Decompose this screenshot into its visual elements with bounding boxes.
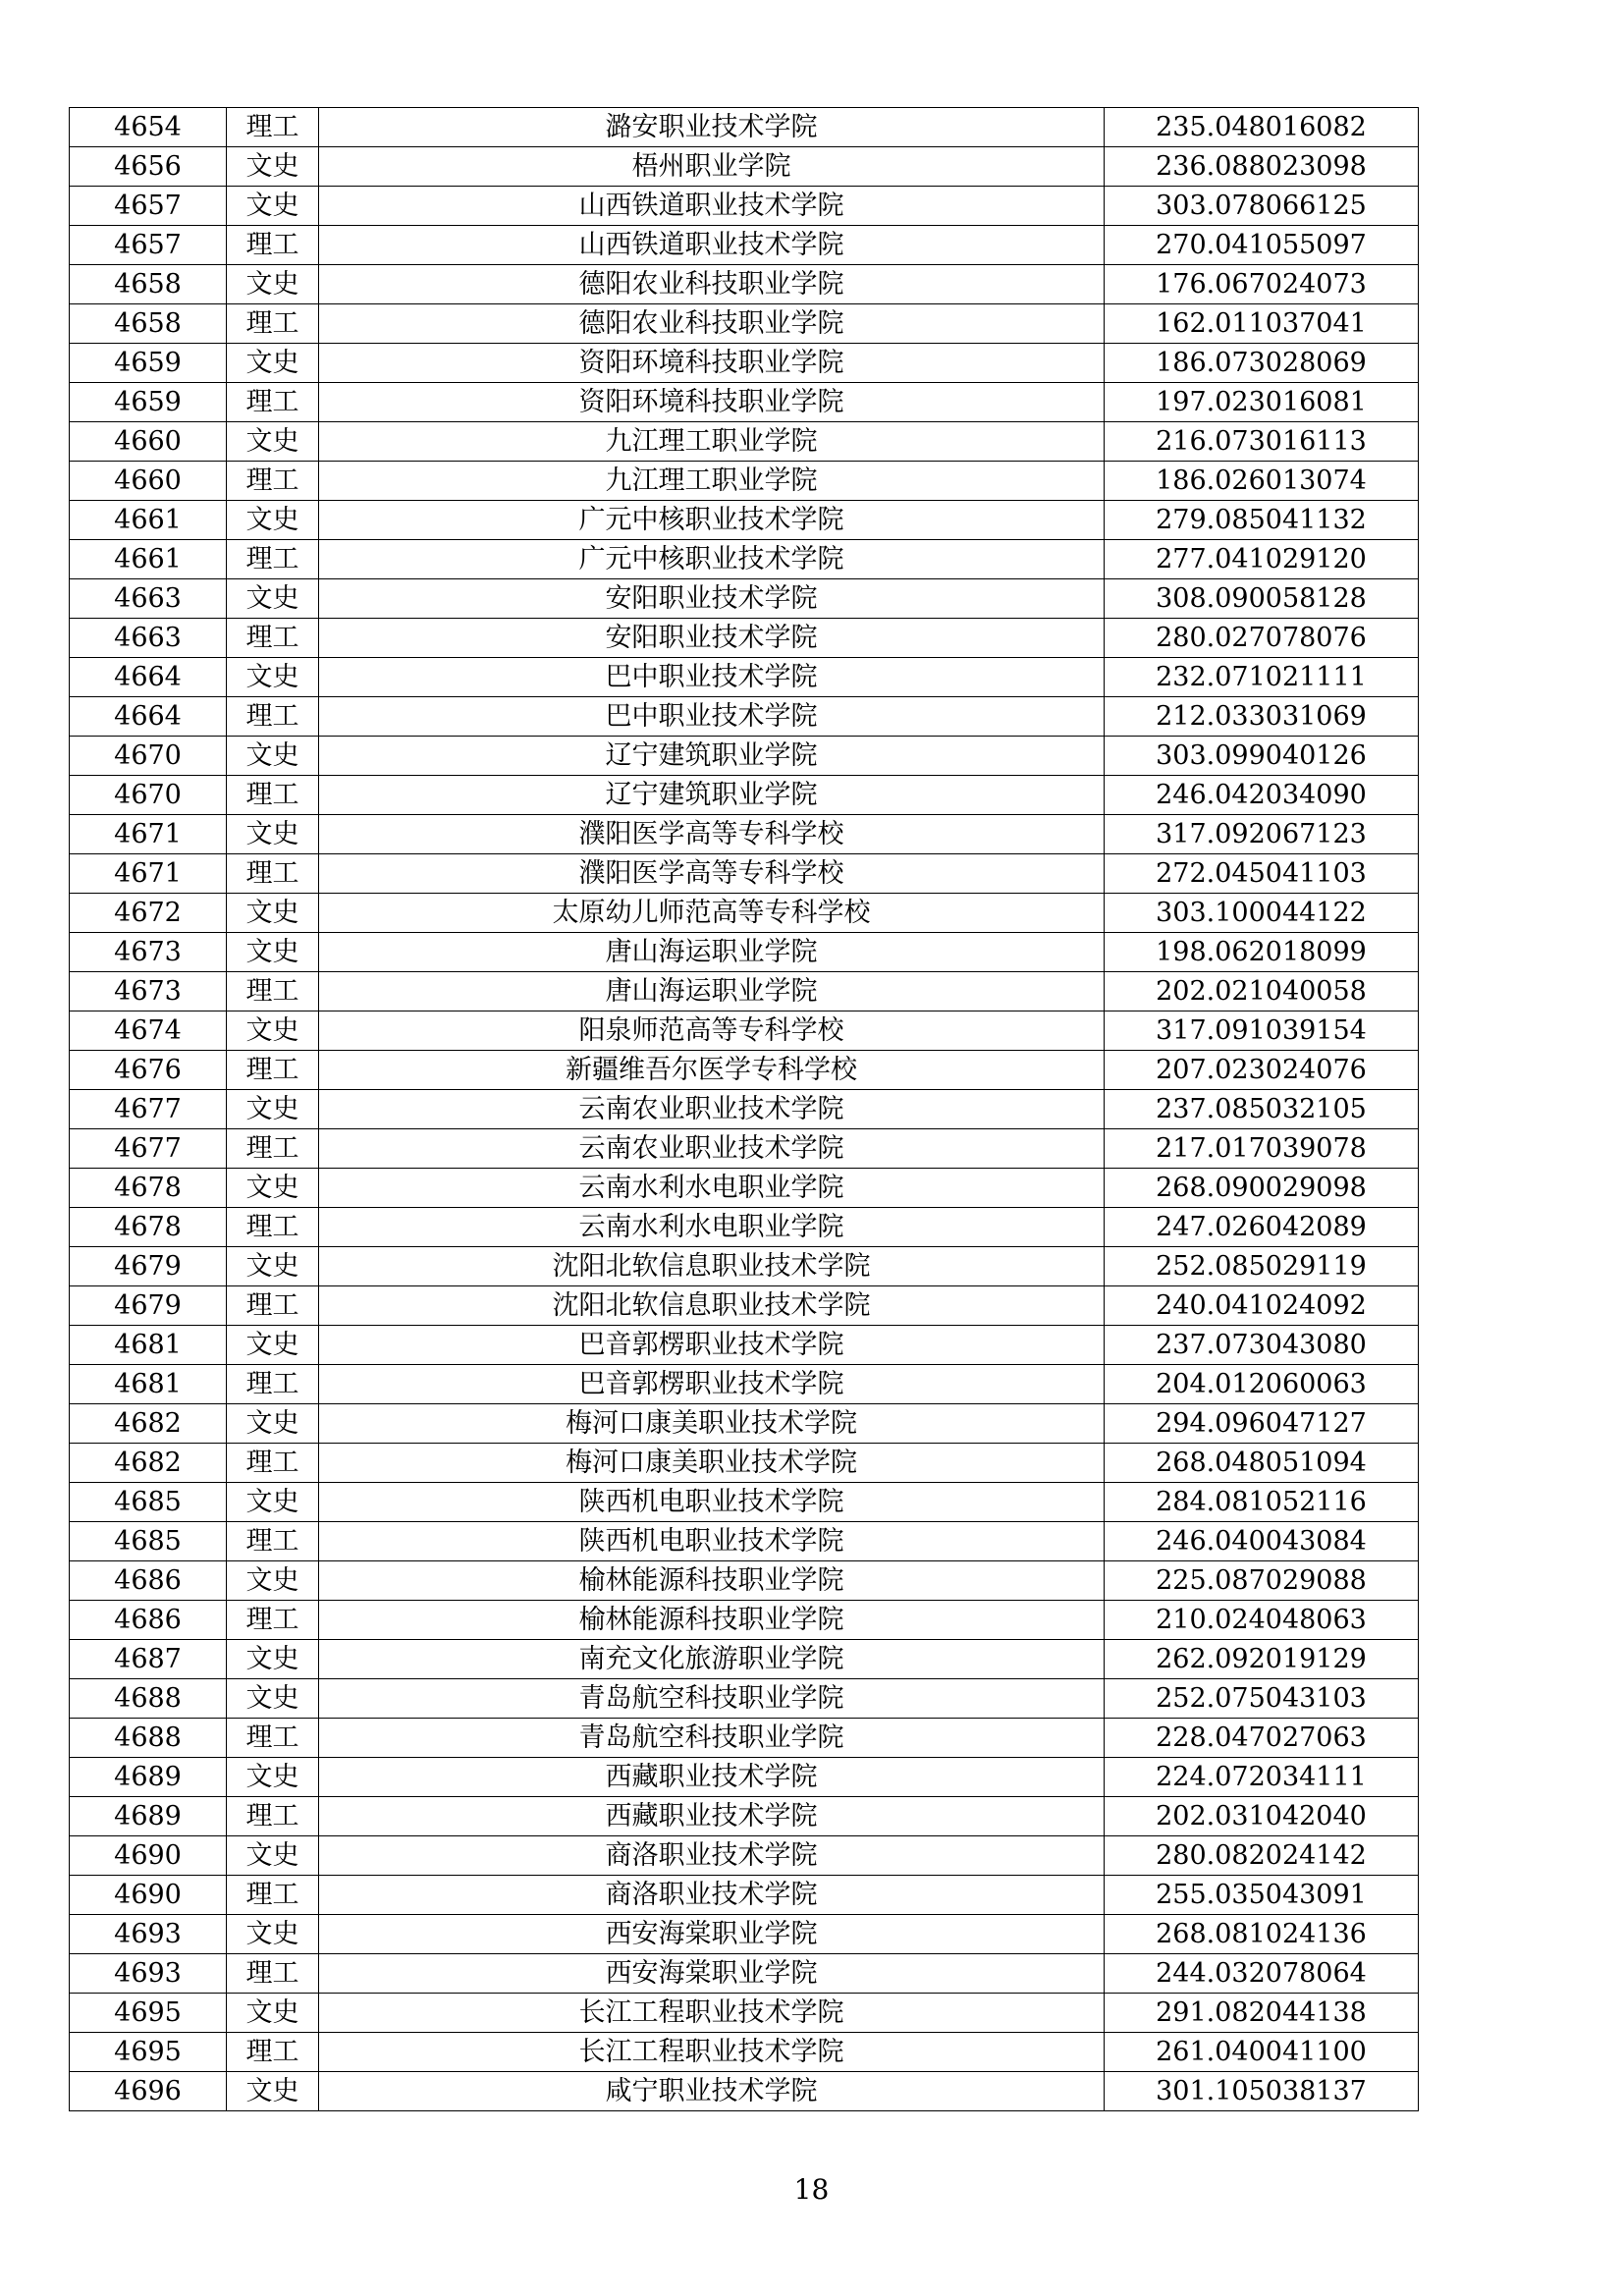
category-cell: 理工 [227, 383, 319, 422]
school-code-cell: 4690 [70, 1876, 227, 1915]
score-cell: 246.040043084 [1105, 1522, 1419, 1561]
score-cell: 186.073028069 [1105, 344, 1419, 383]
school-name-cell: 云南农业职业技术学院 [319, 1129, 1105, 1169]
school-name-cell: 九江理工职业学院 [319, 422, 1105, 462]
category-cell: 理工 [227, 972, 319, 1011]
table-row [70, 1011, 1419, 1051]
category-cell: 文史 [227, 1561, 319, 1601]
category-cell: 理工 [227, 1208, 319, 1247]
score-cell: 294.096047127 [1105, 1404, 1419, 1444]
score-cell: 237.085032105 [1105, 1090, 1419, 1129]
category-cell: 理工 [227, 540, 319, 579]
table-row [70, 1601, 1419, 1640]
category-cell: 理工 [227, 697, 319, 737]
category-cell: 文史 [227, 1758, 319, 1797]
category-cell: 理工 [227, 1876, 319, 1915]
table-row [70, 1129, 1419, 1169]
category-cell: 文史 [227, 1011, 319, 1051]
school-code-cell: 4661 [70, 501, 227, 540]
school-code-cell: 4677 [70, 1090, 227, 1129]
category-cell: 理工 [227, 108, 319, 147]
school-name-cell: 沈阳北软信息职业技术学院 [319, 1286, 1105, 1326]
table-row [70, 1365, 1419, 1404]
score-cell: 210.024048063 [1105, 1601, 1419, 1640]
school-name-cell: 榆林能源科技职业学院 [319, 1561, 1105, 1601]
school-code-cell: 4689 [70, 1797, 227, 1836]
category-cell: 文史 [227, 422, 319, 462]
score-cell: 317.092067123 [1105, 815, 1419, 854]
score-cell: 176.067024073 [1105, 265, 1419, 304]
school-code-cell: 4678 [70, 1208, 227, 1247]
school-code-cell: 4656 [70, 147, 227, 187]
table-row [70, 1483, 1419, 1522]
category-cell: 文史 [227, 1994, 319, 2033]
table-row [70, 1051, 1419, 1090]
school-name-cell: 梅河口康美职业技术学院 [319, 1404, 1105, 1444]
school-code-cell: 4677 [70, 1129, 227, 1169]
school-name-cell: 云南水利水电职业学院 [319, 1169, 1105, 1208]
school-code-cell: 4695 [70, 2033, 227, 2072]
category-cell: 文史 [227, 265, 319, 304]
score-cell: 247.026042089 [1105, 1208, 1419, 1247]
table-row [70, 2072, 1419, 2111]
table-row [70, 1954, 1419, 1994]
school-name-cell: 山西铁道职业技术学院 [319, 226, 1105, 265]
school-code-cell: 4679 [70, 1286, 227, 1326]
table-row [70, 422, 1419, 462]
school-code-cell: 4671 [70, 815, 227, 854]
school-code-cell: 4688 [70, 1719, 227, 1758]
school-code-cell: 4670 [70, 776, 227, 815]
school-name-cell: 巴中职业技术学院 [319, 658, 1105, 697]
table-row [70, 1169, 1419, 1208]
category-cell: 文史 [227, 1326, 319, 1365]
table-row [70, 854, 1419, 894]
school-code-cell: 4686 [70, 1601, 227, 1640]
school-code-cell: 4660 [70, 462, 227, 501]
table-row [70, 972, 1419, 1011]
school-code-cell: 4689 [70, 1758, 227, 1797]
table-row [70, 1719, 1419, 1758]
school-name-cell: 云南水利水电职业学院 [319, 1208, 1105, 1247]
table-row [70, 1679, 1419, 1719]
score-cell: 284.081052116 [1105, 1483, 1419, 1522]
school-code-cell: 4686 [70, 1561, 227, 1601]
school-name-cell: 西安海棠职业学院 [319, 1915, 1105, 1954]
score-cell: 224.072034111 [1105, 1758, 1419, 1797]
category-cell: 文史 [227, 815, 319, 854]
table-row [70, 265, 1419, 304]
school-name-cell: 潞安职业技术学院 [319, 108, 1105, 147]
table-row [70, 1404, 1419, 1444]
table-row [70, 1444, 1419, 1483]
category-cell: 理工 [227, 1286, 319, 1326]
school-code-cell: 4663 [70, 579, 227, 619]
table-row [70, 697, 1419, 737]
category-cell: 文史 [227, 1915, 319, 1954]
score-cell: 204.012060063 [1105, 1365, 1419, 1404]
score-cell: 246.042034090 [1105, 776, 1419, 815]
score-cell: 186.026013074 [1105, 462, 1419, 501]
school-code-cell: 4690 [70, 1836, 227, 1876]
category-cell: 文史 [227, 2072, 319, 2111]
score-cell: 280.027078076 [1105, 619, 1419, 658]
category-cell: 理工 [227, 1797, 319, 1836]
table-row [70, 187, 1419, 226]
table-row [70, 933, 1419, 972]
table-row [70, 579, 1419, 619]
table-row [70, 2033, 1419, 2072]
school-name-cell: 陕西机电职业技术学院 [319, 1522, 1105, 1561]
score-cell: 277.041029120 [1105, 540, 1419, 579]
school-name-cell: 濮阳医学高等专科学校 [319, 815, 1105, 854]
table-row [70, 1286, 1419, 1326]
table-row [70, 815, 1419, 854]
table-row [70, 108, 1419, 147]
table-row [70, 1561, 1419, 1601]
score-cell: 303.100044122 [1105, 894, 1419, 933]
score-cell: 207.023024076 [1105, 1051, 1419, 1090]
school-name-cell: 西藏职业技术学院 [319, 1797, 1105, 1836]
school-name-cell: 榆林能源科技职业学院 [319, 1601, 1105, 1640]
score-cell: 236.088023098 [1105, 147, 1419, 187]
table-row [70, 226, 1419, 265]
school-name-cell: 西藏职业技术学院 [319, 1758, 1105, 1797]
category-cell: 文史 [227, 737, 319, 776]
score-cell: 268.048051094 [1105, 1444, 1419, 1483]
score-cell: 232.071021111 [1105, 658, 1419, 697]
category-cell: 文史 [227, 1679, 319, 1719]
school-name-cell: 安阳职业技术学院 [319, 619, 1105, 658]
category-cell: 文史 [227, 187, 319, 226]
school-name-cell: 唐山海运职业学院 [319, 972, 1105, 1011]
score-cell: 228.047027063 [1105, 1719, 1419, 1758]
school-code-cell: 4693 [70, 1915, 227, 1954]
table-row [70, 658, 1419, 697]
school-name-cell: 安阳职业技术学院 [319, 579, 1105, 619]
school-code-cell: 4671 [70, 854, 227, 894]
table-row [70, 304, 1419, 344]
school-name-cell: 商洛职业技术学院 [319, 1876, 1105, 1915]
category-cell: 理工 [227, 304, 319, 344]
score-cell: 255.035043091 [1105, 1876, 1419, 1915]
school-name-cell: 辽宁建筑职业学院 [319, 737, 1105, 776]
school-name-cell: 青岛航空科技职业学院 [319, 1719, 1105, 1758]
table-row [70, 1326, 1419, 1365]
admission-table-body [70, 108, 1419, 2111]
school-name-cell: 阳泉师范高等专科学校 [319, 1011, 1105, 1051]
school-name-cell: 太原幼儿师范高等专科学校 [319, 894, 1105, 933]
school-code-cell: 4678 [70, 1169, 227, 1208]
table-row [70, 383, 1419, 422]
score-cell: 240.041024092 [1105, 1286, 1419, 1326]
score-cell: 262.092019129 [1105, 1640, 1419, 1679]
school-name-cell: 唐山海运职业学院 [319, 933, 1105, 972]
category-cell: 文史 [227, 501, 319, 540]
page-number: 18 [793, 2173, 830, 2206]
school-code-cell: 4682 [70, 1444, 227, 1483]
school-name-cell: 新疆维吾尔医学专科学校 [319, 1051, 1105, 1090]
score-cell: 198.062018099 [1105, 933, 1419, 972]
school-code-cell: 4657 [70, 187, 227, 226]
table-row [70, 1758, 1419, 1797]
school-code-cell: 4685 [70, 1522, 227, 1561]
category-cell: 理工 [227, 1719, 319, 1758]
score-cell: 268.090029098 [1105, 1169, 1419, 1208]
score-cell: 308.090058128 [1105, 579, 1419, 619]
school-name-cell: 西安海棠职业学院 [319, 1954, 1105, 1994]
school-code-cell: 4661 [70, 540, 227, 579]
school-name-cell: 辽宁建筑职业学院 [319, 776, 1105, 815]
score-cell: 280.082024142 [1105, 1836, 1419, 1876]
score-cell: 216.073016113 [1105, 422, 1419, 462]
category-cell: 文史 [227, 1836, 319, 1876]
school-code-cell: 4660 [70, 422, 227, 462]
school-code-cell: 4673 [70, 972, 227, 1011]
category-cell: 文史 [227, 1247, 319, 1286]
table-row [70, 1915, 1419, 1954]
score-cell: 270.041055097 [1105, 226, 1419, 265]
school-name-cell: 长江工程职业技术学院 [319, 2033, 1105, 2072]
school-name-cell: 广元中核职业技术学院 [319, 501, 1105, 540]
school-code-cell: 4659 [70, 344, 227, 383]
school-code-cell: 4670 [70, 737, 227, 776]
school-name-cell: 梅河口康美职业技术学院 [319, 1444, 1105, 1483]
category-cell: 文史 [227, 894, 319, 933]
score-cell: 261.040041100 [1105, 2033, 1419, 2072]
category-cell: 文史 [227, 1640, 319, 1679]
table-row [70, 1640, 1419, 1679]
school-name-cell: 沈阳北软信息职业技术学院 [319, 1247, 1105, 1286]
school-name-cell: 广元中核职业技术学院 [319, 540, 1105, 579]
score-cell: 217.017039078 [1105, 1129, 1419, 1169]
category-cell: 理工 [227, 776, 319, 815]
school-name-cell: 陕西机电职业技术学院 [319, 1483, 1105, 1522]
school-code-cell: 4695 [70, 1994, 227, 2033]
score-cell: 202.031042040 [1105, 1797, 1419, 1836]
school-name-cell: 南充文化旅游职业学院 [319, 1640, 1105, 1679]
category-cell: 文史 [227, 147, 319, 187]
score-cell: 237.073043080 [1105, 1326, 1419, 1365]
table-row [70, 737, 1419, 776]
school-name-cell: 巴音郭楞职业技术学院 [319, 1326, 1105, 1365]
table-row [70, 1247, 1419, 1286]
table-row [70, 619, 1419, 658]
table-row [70, 1836, 1419, 1876]
table-row [70, 147, 1419, 187]
school-code-cell: 4664 [70, 658, 227, 697]
school-code-cell: 4657 [70, 226, 227, 265]
category-cell: 文史 [227, 933, 319, 972]
category-cell: 理工 [227, 1365, 319, 1404]
table-row [70, 540, 1419, 579]
school-code-cell: 4663 [70, 619, 227, 658]
table-row [70, 1876, 1419, 1915]
school-code-cell: 4685 [70, 1483, 227, 1522]
school-name-cell: 咸宁职业技术学院 [319, 2072, 1105, 2111]
school-code-cell: 4688 [70, 1679, 227, 1719]
category-cell: 理工 [227, 854, 319, 894]
school-code-cell: 4664 [70, 697, 227, 737]
score-cell: 244.032078064 [1105, 1954, 1419, 1994]
table-row [70, 1994, 1419, 2033]
category-cell: 文史 [227, 1169, 319, 1208]
table-row [70, 1522, 1419, 1561]
score-cell: 291.082044138 [1105, 1994, 1419, 2033]
school-name-cell: 长江工程职业技术学院 [319, 1994, 1105, 2033]
school-code-cell: 4682 [70, 1404, 227, 1444]
score-cell: 252.085029119 [1105, 1247, 1419, 1286]
school-code-cell: 4674 [70, 1011, 227, 1051]
score-cell: 303.078066125 [1105, 187, 1419, 226]
school-code-cell: 4679 [70, 1247, 227, 1286]
school-code-cell: 4687 [70, 1640, 227, 1679]
category-cell: 文史 [227, 1090, 319, 1129]
school-code-cell: 4672 [70, 894, 227, 933]
score-cell: 272.045041103 [1105, 854, 1419, 894]
school-name-cell: 梧州职业学院 [319, 147, 1105, 187]
school-code-cell: 4654 [70, 108, 227, 147]
score-cell: 303.099040126 [1105, 737, 1419, 776]
school-name-cell: 青岛航空科技职业学院 [319, 1679, 1105, 1719]
category-cell: 理工 [227, 1129, 319, 1169]
score-cell: 252.075043103 [1105, 1679, 1419, 1719]
score-cell: 197.023016081 [1105, 383, 1419, 422]
score-cell: 202.021040058 [1105, 972, 1419, 1011]
school-code-cell: 4659 [70, 383, 227, 422]
table-row [70, 1090, 1419, 1129]
table-row [70, 894, 1419, 933]
school-name-cell: 云南农业职业技术学院 [319, 1090, 1105, 1129]
school-code-cell: 4658 [70, 304, 227, 344]
school-code-cell: 4681 [70, 1365, 227, 1404]
category-cell: 理工 [227, 1051, 319, 1090]
table-row [70, 1797, 1419, 1836]
school-code-cell: 4696 [70, 2072, 227, 2111]
school-code-cell: 4673 [70, 933, 227, 972]
school-code-cell: 4681 [70, 1326, 227, 1365]
category-cell: 文史 [227, 579, 319, 619]
table-row [70, 344, 1419, 383]
category-cell: 文史 [227, 1404, 319, 1444]
table-row [70, 776, 1419, 815]
school-name-cell: 濮阳医学高等专科学校 [319, 854, 1105, 894]
category-cell: 文史 [227, 1483, 319, 1522]
school-name-cell: 山西铁道职业技术学院 [319, 187, 1105, 226]
school-code-cell: 4693 [70, 1954, 227, 1994]
category-cell: 文史 [227, 344, 319, 383]
score-cell: 212.033031069 [1105, 697, 1419, 737]
score-cell: 301.105038137 [1105, 2072, 1419, 2111]
school-name-cell: 九江理工职业学院 [319, 462, 1105, 501]
table-row [70, 1208, 1419, 1247]
admission-table [69, 107, 1419, 2111]
category-cell: 理工 [227, 619, 319, 658]
score-cell: 268.081024136 [1105, 1915, 1419, 1954]
score-cell: 225.087029088 [1105, 1561, 1419, 1601]
score-cell: 235.048016082 [1105, 108, 1419, 147]
category-cell: 理工 [227, 1954, 319, 1994]
category-cell: 理工 [227, 1522, 319, 1561]
school-code-cell: 4676 [70, 1051, 227, 1090]
category-cell: 文史 [227, 658, 319, 697]
table-row [70, 462, 1419, 501]
school-name-cell: 资阳环境科技职业学院 [319, 344, 1105, 383]
score-cell: 317.091039154 [1105, 1011, 1419, 1051]
score-cell: 162.011037041 [1105, 304, 1419, 344]
category-cell: 理工 [227, 462, 319, 501]
school-name-cell: 巴音郭楞职业技术学院 [319, 1365, 1105, 1404]
school-name-cell: 资阳环境科技职业学院 [319, 383, 1105, 422]
school-name-cell: 德阳农业科技职业学院 [319, 265, 1105, 304]
school-name-cell: 巴中职业技术学院 [319, 697, 1105, 737]
school-name-cell: 德阳农业科技职业学院 [319, 304, 1105, 344]
category-cell: 理工 [227, 1444, 319, 1483]
category-cell: 理工 [227, 1601, 319, 1640]
school-code-cell: 4658 [70, 265, 227, 304]
category-cell: 理工 [227, 2033, 319, 2072]
school-name-cell: 商洛职业技术学院 [319, 1836, 1105, 1876]
table-row [70, 501, 1419, 540]
score-cell: 279.085041132 [1105, 501, 1419, 540]
category-cell: 理工 [227, 226, 319, 265]
